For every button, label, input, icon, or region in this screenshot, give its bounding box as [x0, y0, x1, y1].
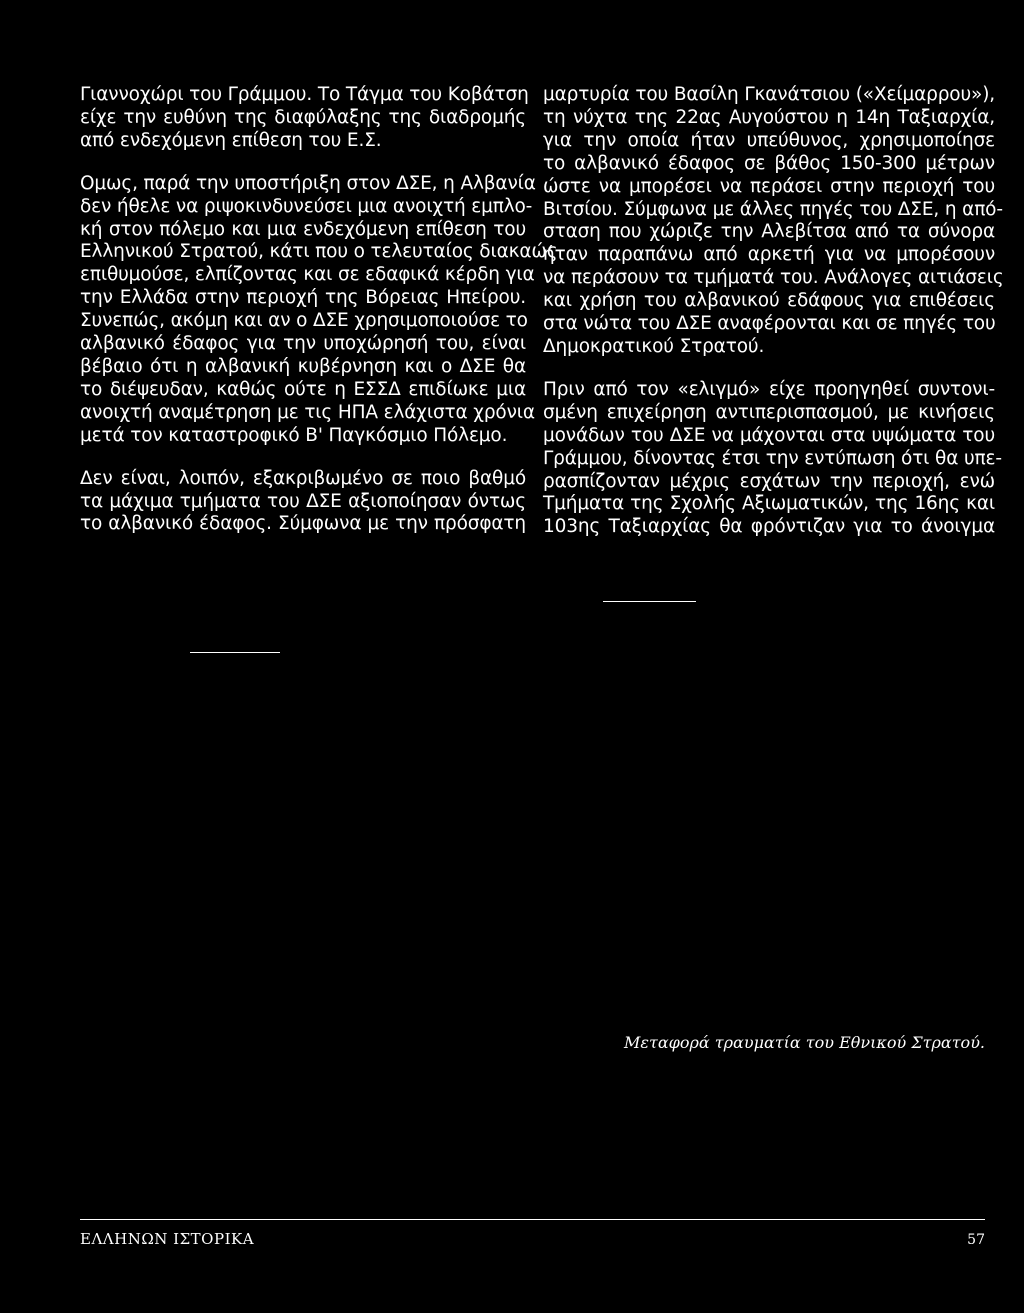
- paragraph: [543, 378, 1002, 539]
- text-line: μαρτυρία του Βασίλη Γκανάτσιου («Χείμαρρου»),: [543, 84, 995, 105]
- text-line: κή στον πόλεμο και μια ενδεχόμενη επίθεση του: [80, 218, 526, 240]
- paragraph: [80, 468, 526, 537]
- text-line: Ομως, παρά την υποστήριξη στον ΔΣΕ, η Αλβανία: [80, 172, 536, 194]
- text-line: την Ελλάδα στην περιοχή της Βόρειας Ηπείρου.: [80, 287, 526, 309]
- text-line: Δεν είναι, λοιπόν, εξακριβωμένο σε ποιο βαθμό: [80, 467, 526, 489]
- text-line: είχε την ευθύνη της διαφύλαξης της διαδρομής: [80, 106, 526, 128]
- text-line: μετά τον καταστροφικό Β' Παγκόσμιο Πόλεμο.: [80, 424, 508, 446]
- text-line: τα μάχιμα τμήματα του ΔΣΕ αξιοποίησαν όντως: [80, 490, 526, 512]
- text-line: Βιτσίου. Σύμφωνα με άλλες πηγές του ΔΣΕ, η από-: [543, 198, 1003, 220]
- divider: [603, 601, 696, 602]
- right-column: [543, 84, 1004, 539]
- text-line: αλβανικό έδαφος για την υποχώρησή του, είναι: [80, 333, 526, 355]
- text-line: 103ης Ταξιαρχίας θα φρόντιζαν για το άνοιγμα: [543, 516, 995, 538]
- text-line: σμένη επιχείρηση αντιπερισπασμού, με κινήσεις: [543, 401, 995, 423]
- text-line: και χρήση του αλβανικού εδάφους για επιθέσεις: [543, 290, 995, 312]
- publication-title: ΕΛΛΗΝΩΝ ΙΣΤΟΡΙΚΑ: [80, 1230, 255, 1248]
- text-line: ώστε να μπορέσει να περάσει στην περιοχή του: [543, 175, 995, 197]
- footer-divider: [80, 1219, 985, 1220]
- text-line: μονάδων του ΔΣΕ να μάχονται στα υψώματα του: [543, 424, 995, 446]
- text-line: στα νώτα του ΔΣΕ αναφέρονται και σε πηγές του: [543, 313, 996, 335]
- text-line: για την οποία ήταν υπεύθυνος, χρησιμοποίησε: [543, 129, 995, 151]
- text-line: το διέψευδαν, καθώς ούτε η ΕΣΣΔ επιδίωκε μια: [80, 378, 526, 400]
- text-line: ρασπίζονταν μέχρις εσχάτων την περιοχή, ενώ: [543, 470, 995, 492]
- page-number: 57: [967, 1232, 985, 1248]
- text-line: τη νύχτα της 22ας Αυγούστου η 14η Ταξιαρχία,: [543, 106, 995, 128]
- text-line: Ελληνικού Στρατού, κάτι που ο τελευταίος διακαώς: [80, 241, 558, 263]
- text-line: το αλβανικό έδαφος. Σύμφωνα με την πρόσφατη: [80, 513, 526, 535]
- text-line: Τμήματα της Σχολής Αξιωματικών, της 16ης και: [543, 493, 995, 515]
- text-line: ανοιχτή αναμέτρηση με τις ΗΠΑ ελάχιστα χρόνια: [80, 401, 535, 423]
- paragraph: [80, 84, 529, 153]
- left-column: [80, 84, 558, 536]
- text-line: Συνεπώς, ακόμη και αν ο ΔΣΕ χρησιμοποιούσε το: [80, 310, 528, 332]
- text-line: επιθυμούσε, ελπίζοντας και σε εδαφικά κέρδη για: [80, 264, 535, 286]
- divider: [190, 652, 280, 653]
- text-line: το αλβανικό έδαφος σε βάθος 150-300 μέτρων: [543, 152, 995, 174]
- paragraph: [543, 84, 1004, 359]
- text-line: από ενδεχόμενη επίθεση του Ε.Σ.: [80, 129, 382, 151]
- text-line: να περάσουν τα τμήματά του. Ανάλογες αιτιάσεις: [543, 267, 1004, 289]
- text-line: Πριν από τον «ελιγμό» είχε προηγηθεί συντονι-: [543, 378, 995, 400]
- text-line: βέβαιο ότι η αλβανική κυβέρνηση και ο ΔΣΕ θα: [80, 355, 526, 377]
- text-line: Δημοκρατικού Στρατού.: [543, 335, 765, 357]
- text-line: Γράμμου, δίνοντας έτσι την εντύπωση ότι θα υπε-: [543, 447, 1002, 469]
- text-line: σταση που χώριζε την Αλεβίτσα από τα σύνορα: [543, 221, 995, 243]
- text-line: ήταν παραπάνω από αρκετή για να μπορέσουν: [543, 244, 995, 266]
- text-line: Γιαννοχώρι του Γράμμου. Το Τάγμα του Κοβάτση: [80, 84, 529, 105]
- photo-caption: Μεταφορά τραυματία του Εθνικού Στρατού.: [624, 1033, 985, 1052]
- paragraph: [80, 172, 558, 448]
- text-line: δεν ήθελε να ριψοκινδυνεύσει μια ανοιχτή εμπλο-: [80, 195, 533, 217]
